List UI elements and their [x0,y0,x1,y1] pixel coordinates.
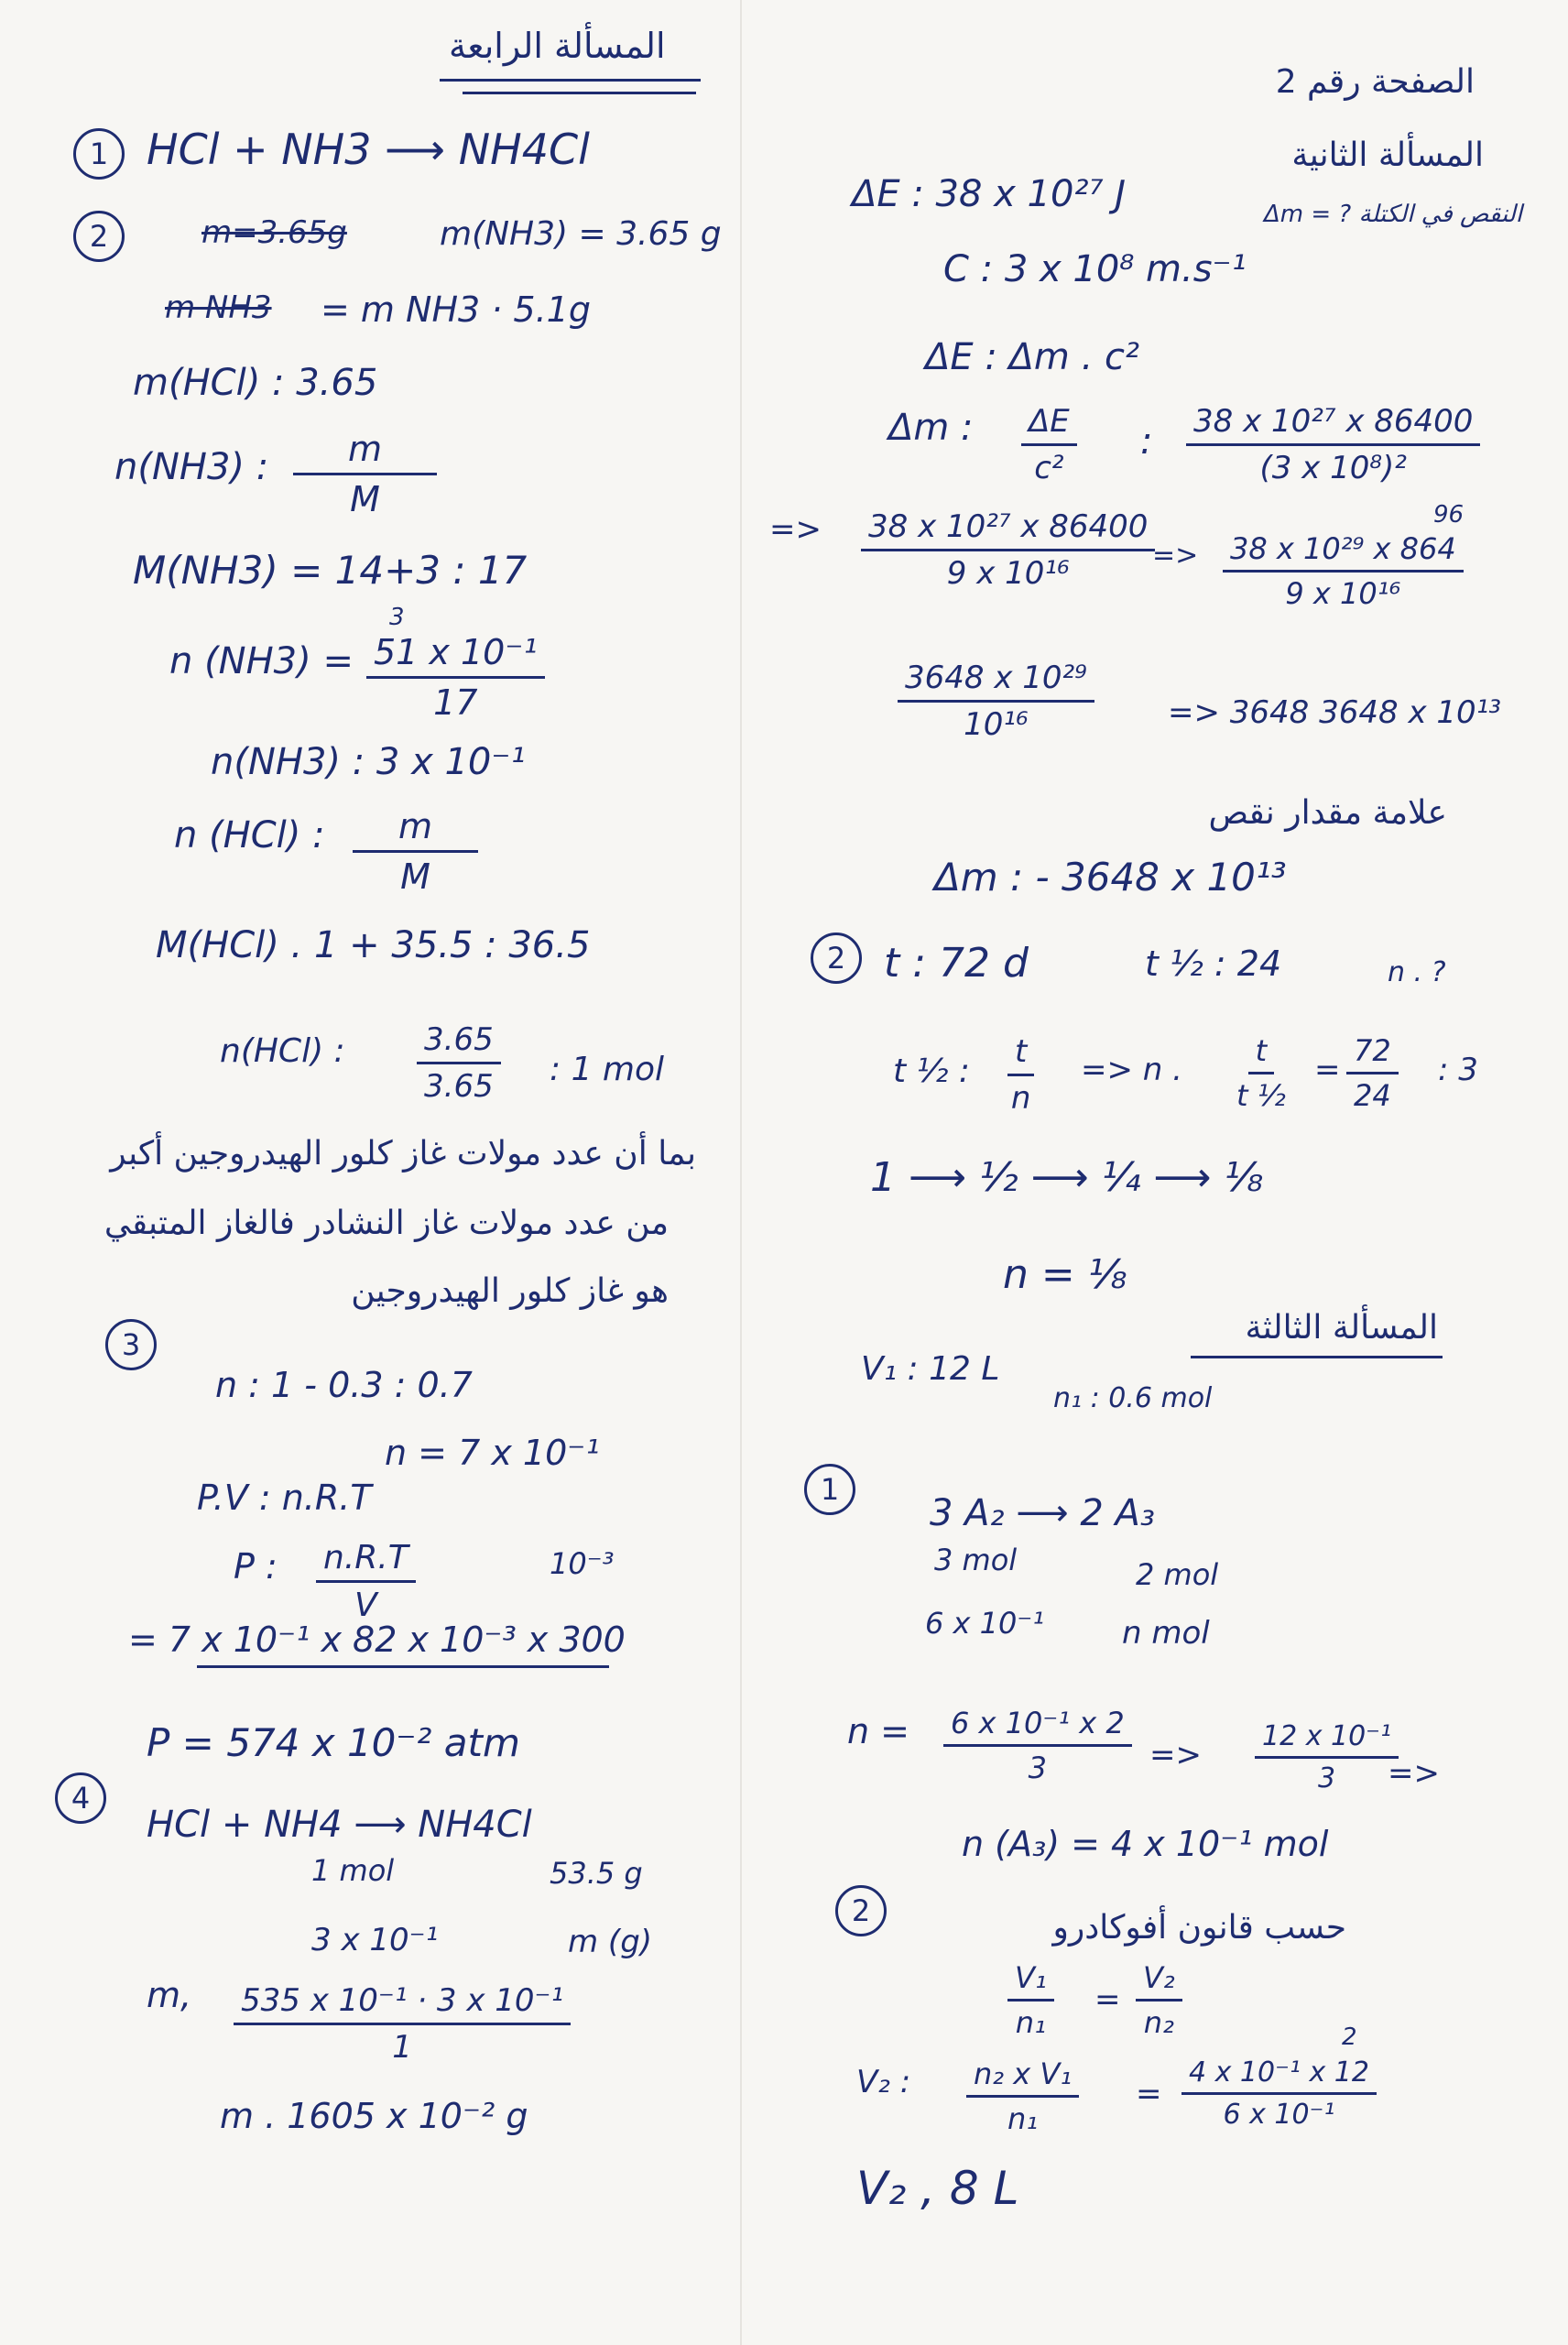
q1-equation: HCl + NH3 ⟶ NH4Cl [147,125,590,174]
v2-num-2: 4 x 10⁻¹ x 12 [1181,2056,1377,2095]
q2-mass-hcl: m(HCl) : 3.65 [133,362,378,404]
n-nh3-lhs: n(NH3) : [114,446,269,488]
q2-mass-nh3: m(NH3) = 3.65 g [440,215,722,253]
n-nh3-2-num: 51 x 10⁻¹ [366,632,545,679]
n-remaining-2: n = 7 x 10⁻¹ [385,1433,600,1473]
n-nh3-num: m [293,429,437,475]
pressure-calc-underline [197,1665,609,1668]
v2-den: n₁ [1007,2101,1039,2136]
half-life-given: t ½ : 24 [1145,943,1282,984]
q2-mass-nh3-value: = m NH3 · 5.1g [321,289,591,330]
q2-struck-m: m NH3 [165,289,272,326]
av-num-2: V₂ [1136,1960,1182,2001]
page-number: الصفحة رقم 2 [1275,63,1475,101]
dm-equals: : [1140,420,1153,463]
n-hcl-2-den: 3.65 [424,1068,494,1105]
q4-n: 3 x 10⁻¹ [311,1922,439,1958]
section-3-title: المسألة الثالثة [1245,1309,1438,1347]
mass-result: m . 1605 x 10⁻² g [220,2096,528,2136]
section-3-underline [1191,1356,1443,1358]
half-fraction-3 [1346,1033,1399,1113]
step-fraction-2 [861,508,1155,592]
reaction-n-2: n mol [1122,1615,1210,1652]
q2-number: 2 [73,211,125,262]
v2-lhs: V₂ : [856,2064,911,2100]
einstein-formula: ΔE : Δm . c² [925,336,1140,378]
n-hcl-2-lhs: n(HCl) : [220,1032,345,1070]
n-hcl-num: m [353,806,478,853]
n-hcl-2-fraction [417,1021,501,1105]
step-fraction-4 [898,660,1094,743]
molar-mass-hcl: M(HCl) . 1 + 35.5 : 36.5 [156,924,591,966]
title-underline-1 [440,79,701,82]
n-remaining: n : 1 - 0.3 : 0.7 [215,1365,473,1405]
n-fraction-result: n = ⅛ [1003,1251,1127,1298]
q1-number: 1 [73,128,125,180]
half-den-1: n [1010,1080,1031,1117]
q2-struck-mass: m=3.65g [201,214,347,251]
q4-mass: 53.5 g [550,1856,643,1891]
step2-den: 9 x 10¹⁶ [946,555,1070,592]
sign-note: علامة مقدار نقص [1208,794,1447,832]
time-given: t : 72 d [884,940,1029,987]
v2-result: V₂ , 8 L [856,2162,1019,2215]
step3-num: 38 x 10²⁹ x 864 [1223,531,1464,573]
calc-end: => [1388,1755,1440,1792]
volume-given: V₁ : 12 L [861,1350,1000,1388]
half-eq: = [1314,1052,1341,1088]
av-num-1: V₁ [1007,1960,1054,2001]
left-title: المسألة الرابعة [449,26,666,66]
decay-chain: 1 ⟶ ½ ⟶ ¼ ⟶ ⅛ [870,1154,1264,1201]
pressure-result: P = 574 x 10⁻² atm [147,1720,520,1765]
half-den-3: 24 [1354,1078,1391,1113]
calc-fraction-1 [943,1706,1132,1785]
v2-fraction-1 [966,2056,1079,2136]
mass-defect-result: Δm : - 3648 x 10¹³ [934,855,1287,900]
n-nh3-den: M [350,479,380,519]
v2-fraction-2 [1181,2056,1377,2131]
n-hcl-fraction [353,806,478,897]
calc-lhs: n = [847,1711,910,1751]
n-hcl-2-rhs: : 1 mol [550,1051,665,1088]
mass-lhs: m, [147,1975,192,2015]
mass-num: 535 x 10⁻¹ · 3 x 10⁻¹ [234,1982,571,2025]
q4-m: m (g) [568,1924,653,1960]
light-speed: C : 3 x 10⁸ m.s⁻¹ [943,248,1247,290]
calc-den: 3 [1028,1751,1048,1785]
step4-den: 10¹⁶ [964,706,1029,743]
dm-lhs: Δm : [888,407,974,449]
v2-eq: = [1136,2076,1162,2112]
step2-num: 38 x 10²⁷ x 86400 [861,508,1155,551]
half-fraction-1 [1007,1033,1034,1117]
calc-num: 6 x 10⁻¹ x 2 [943,1706,1132,1747]
n-nh3-fraction [293,429,437,519]
title-underline-2 [463,92,696,94]
reaction-mol-1: 3 mol [934,1543,1018,1577]
calc-den-2: 3 [1317,1762,1336,1794]
avogadro-law: حسب قانون أفوكادرو [1052,1909,1346,1947]
dm-fraction-1 [1021,403,1077,486]
mass-den: 1 [392,2029,412,2066]
n-nh3-2-fraction [366,632,545,723]
half-num-2: t [1248,1033,1275,1074]
r2-number: 2 [835,1885,887,1936]
dm-den-2: (3 x 10⁸)² [1259,450,1407,486]
half-result: : 3 [1438,1052,1478,1088]
pressure-den: V [354,1587,377,1624]
column-divider [740,0,742,2345]
v2-sup: 2 [1342,2023,1357,2051]
avogadro-fraction-1 [1007,1960,1054,2040]
half-mid: => n . [1081,1052,1182,1088]
arrow-1: => [769,511,822,548]
n-nh3-2-sup: 3 [389,604,405,631]
step4-rhs: => 3648 3648 x 10¹³ [1168,694,1501,731]
ideal-gas-law: P.V : n.R.T [197,1478,372,1518]
half-num-3: 72 [1346,1033,1399,1074]
calc-mid: => [1149,1737,1202,1773]
pressure-lhs: P : [234,1546,278,1587]
v2-num: n₂ x V₁ [966,2056,1079,2098]
step-fraction-3 [1223,531,1464,611]
dm-num-2: 38 x 10²⁷ x 86400 [1186,403,1480,446]
q4-mol: 1 mol [311,1853,395,1888]
r1-number: 1 [804,1464,855,1515]
dm-den: c² [1034,450,1064,486]
pressure-calc: = 7 x 10⁻¹ x 82 x 10⁻³ x 300 [128,1620,626,1660]
moles-a3-result: n (A₃) = 4 x 10⁻¹ mol [962,1824,1329,1864]
av-eq: = [1094,1981,1121,2018]
calc-fraction-2 [1255,1720,1399,1794]
q4-equation: HCl + NH4 ⟶ NH4Cl [147,1804,532,1846]
arrow-2: => [1152,540,1199,572]
section-2-title: المسألة الثانية [1291,136,1484,174]
half-den-2: t ½ [1236,1078,1286,1113]
avogadro-fraction-2 [1136,1960,1182,2040]
half-fraction-2 [1236,1033,1286,1113]
energy-given: ΔE : 38 x 10²⁷ J [852,173,1127,215]
mass-fraction [234,1982,571,2066]
n-nh3-result: n(NH3) : 3 x 10⁻¹ [211,741,526,783]
step3-den: 9 x 10¹⁶ [1285,576,1401,611]
v2-den-2: 6 x 10⁻¹ [1223,2099,1335,2131]
n-hcl-2-num: 3.65 [417,1021,501,1064]
av-den-1: n₁ [1015,2005,1046,2040]
n-question: n . ? [1388,956,1446,988]
step3-sup: 96 [1433,501,1465,529]
part2-number: 2 [811,933,862,984]
pressure-side-note: 10⁻³ [550,1546,615,1581]
n-nh3-2-lhs: n (NH3) = [169,640,354,682]
moles-given: n₁ : 0.6 mol [1053,1382,1213,1414]
pressure-fraction [316,1539,416,1624]
arabic-note-1: بما أن عدد مولات غاز كلور الهيدروجين أكبر [110,1135,696,1172]
av-den-2: n₂ [1143,2005,1174,2040]
dm-num: ΔE [1021,403,1077,446]
reaction: 3 A₂ ⟶ 2 A₃ [930,1492,1155,1534]
q3-number: 3 [105,1319,157,1370]
step4-num: 3648 x 10²⁹ [898,660,1094,703]
half-num-1: t [1007,1033,1034,1076]
arabic-note-2: من عدد مولات غاز النشادر فالغاز المتبقي [103,1205,669,1242]
n-hcl-den: M [400,856,430,897]
reaction-mol-2: 2 mol [1136,1557,1219,1592]
calc-num-2: 12 x 10⁻¹ [1255,1720,1399,1759]
half-life-lhs: t ½ : [893,1053,971,1090]
q4-number: 4 [55,1772,106,1824]
dm-fraction-2 [1186,403,1480,486]
pressure-num: n.R.T [316,1539,416,1583]
n-nh3-2-den: 17 [433,682,478,723]
arabic-note-3: هو غاز كلور الهيدروجين [351,1272,669,1310]
mass-defect-question: Δm = ? النقص في الكتلة [1264,201,1523,228]
n-hcl-lhs: n (HCl) : [174,814,325,856]
reaction-n-1: 6 x 10⁻¹ [925,1606,1045,1641]
molar-mass-nh3: M(NH3) = 14+3 : 17 [133,548,528,593]
